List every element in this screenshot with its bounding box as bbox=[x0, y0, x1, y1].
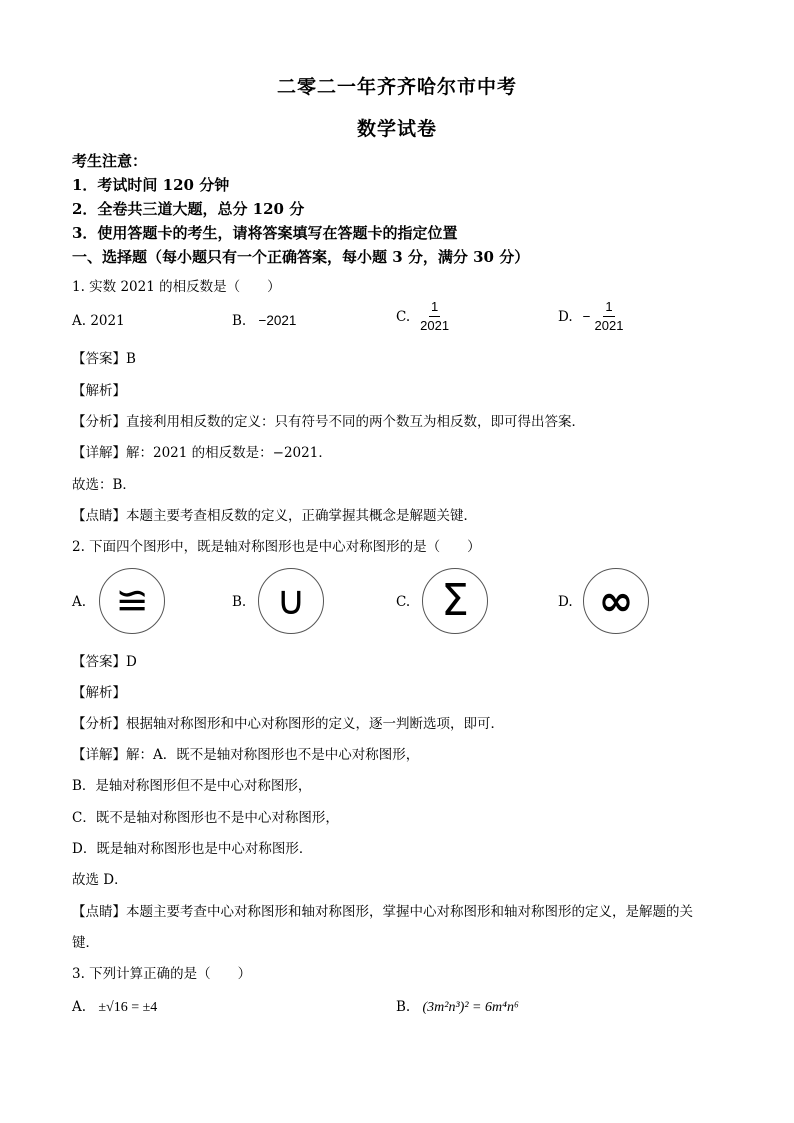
q1-stem: 1. 实数 2021 的相反数是（ ） bbox=[72, 279, 281, 295]
q3-option-b-label: B. bbox=[396, 999, 411, 1015]
q3-option-a-label: A. bbox=[72, 999, 87, 1015]
q2-answer: 【答案】D bbox=[72, 654, 137, 670]
q1-option-d bbox=[558, 298, 623, 335]
q1-option-b-value: −2021 bbox=[258, 313, 297, 328]
q3-option-a bbox=[72, 999, 157, 1016]
q2-comment-line1: 【点睛】本题主要考查中心对称图形和轴对称图形，掌握中心对称图形和轴对称图形的定义，是解题的关 bbox=[72, 904, 693, 920]
q1-option-c-label: C. bbox=[396, 308, 411, 325]
q2-line-d: D．既是轴对称图形也是中心对称图形． bbox=[72, 841, 313, 857]
q1-option-c-fraction bbox=[420, 298, 449, 335]
q2-option-c-figure bbox=[422, 568, 488, 634]
section-heading: 一、选择题（每小题只有一个正确答案，每小题 3 分，满分 30 分） bbox=[72, 248, 530, 266]
notice-item-1: 1．考试时间 120 分钟 bbox=[72, 176, 230, 194]
q1-analysis: 【分析】直接利用相反数的定义：只有符号不同的两个数互为相反数，即可得出答案． bbox=[72, 414, 585, 430]
wave-equal-icon: ≌ bbox=[115, 578, 149, 624]
q1-option-c-numerator: 1 bbox=[429, 298, 440, 317]
q2-option-a-figure bbox=[99, 568, 165, 634]
exam-subtitle: 数学试卷 bbox=[356, 118, 437, 140]
q2-line-c: C．既不是轴对称图形也不是中心对称图形， bbox=[72, 810, 339, 826]
q1-option-c bbox=[396, 298, 449, 335]
exam-title: 二零二一年齐齐哈尔市中考 bbox=[276, 76, 517, 98]
q1-answer: 【答案】B bbox=[72, 351, 136, 367]
notice-item-3: 3．使用答题卡的考生，请将答案填写在答题卡的指定位置 bbox=[72, 224, 458, 242]
q1-option-b bbox=[232, 313, 296, 329]
q2-option-d-label: D. bbox=[558, 594, 573, 610]
q2-comment-line2: 键． bbox=[72, 935, 99, 951]
q1-option-d-denominator: 2021 bbox=[594, 318, 624, 333]
q1-jiexi: 【解析】 bbox=[72, 383, 126, 399]
q2-jiexi: 【解析】 bbox=[72, 685, 126, 701]
q2-option-b-label: B. bbox=[232, 594, 247, 610]
q1-option-a: A. 2021 bbox=[72, 313, 125, 329]
q3-stem: 3. 下列计算正确的是（ ） bbox=[72, 966, 252, 982]
q1-detail: 【详解】解：2021 的相反数是：−2021． bbox=[72, 445, 332, 461]
q1-choice: 故选：B． bbox=[72, 477, 136, 493]
q2-detail: 【详解】解：A．既不是轴对称图形也不是中心对称图形， bbox=[72, 747, 420, 763]
q1-option-c-denominator: 2021 bbox=[420, 318, 450, 333]
infinity-icon: ∞ bbox=[598, 576, 634, 625]
q2-option-b-figure bbox=[258, 568, 324, 634]
q2-option-a-label: A. bbox=[72, 594, 87, 610]
union-icon: ∪ bbox=[276, 578, 306, 624]
q2-option-d-figure bbox=[583, 568, 649, 634]
q1-option-b-label: B. bbox=[232, 313, 247, 329]
q2-choice: 故选 D． bbox=[72, 872, 128, 888]
q2-line-b: B．是轴对称图形但不是中心对称图形， bbox=[72, 778, 312, 794]
q3-option-b bbox=[396, 999, 519, 1016]
sigma-icon: Σ bbox=[441, 575, 469, 626]
q2-option-c-label: C. bbox=[396, 594, 411, 610]
q1-option-d-sign: − bbox=[582, 309, 591, 324]
notice-heading: 考生注意： bbox=[72, 152, 148, 170]
q1-option-d-fraction bbox=[595, 298, 624, 335]
q1-option-d-numerator: 1 bbox=[603, 298, 614, 317]
q2-stem: 2. 下面四个图形中，既是轴对称图形也是中心对称图形的是（ ） bbox=[72, 539, 481, 555]
q3-option-b-expression: (3m²n³)² = 6m⁴n⁶ bbox=[422, 1000, 519, 1015]
q3-option-a-expression: ±√16 = ±4 bbox=[98, 1000, 158, 1015]
q2-analysis: 【分析】根据轴对称图形和中心对称图形的定义，逐一判断选项，即可． bbox=[72, 716, 504, 732]
q1-option-d-label: D. bbox=[558, 308, 573, 325]
q1-comment: 【点睛】本题主要考查相反数的定义，正确掌握其概念是解题关键． bbox=[72, 508, 477, 524]
notice-item-2: 2．全卷共三道大题，总分 120 分 bbox=[72, 200, 305, 218]
